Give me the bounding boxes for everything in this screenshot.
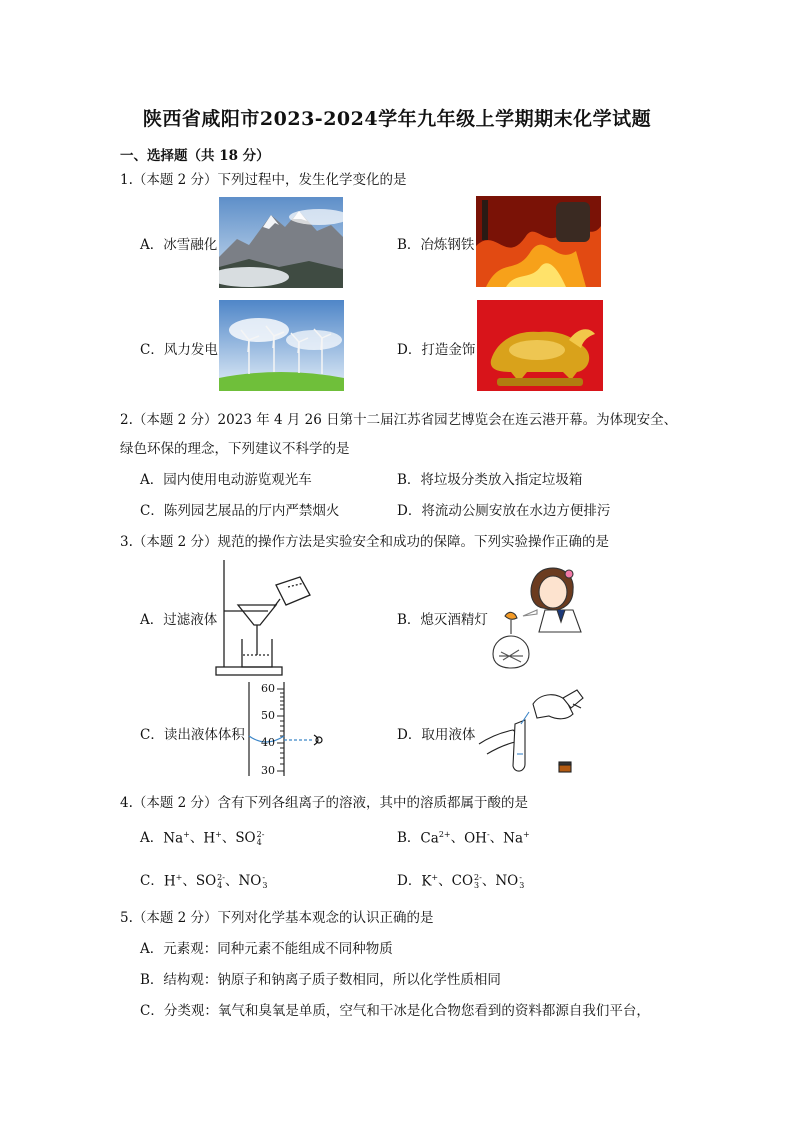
- q5-option-c: C．分类观：氧气和臭氧是单质，空气和干冰是化合物您看到的资料都源自我们平台，: [140, 1003, 650, 1019]
- gold-ornament-photo: [477, 300, 603, 391]
- q2-option-d: D．将流动公厕安放在水边方便排污: [397, 503, 611, 519]
- ion-formula: H+: [163, 872, 183, 889]
- ion-formula: Na+: [503, 829, 530, 846]
- ion-formula: $Ca^{2+}$: [420, 829, 451, 846]
- q2-option-a: A．园内使用电动游览观光车: [140, 472, 312, 488]
- cylinder-mark-40: 40: [261, 736, 275, 749]
- q4-option-a: A．Na+、H+、SO 2- 4: [140, 829, 265, 847]
- ion-formula: CO 2- 3: [451, 872, 482, 890]
- ion-separator: 、: [182, 873, 196, 889]
- q4-option-d: D．K+、CO 2- 3 、NO - 3: [397, 872, 525, 890]
- section-heading: 一、选择题（共 18 分）: [120, 148, 270, 164]
- q2-stem-line1: 2.（本题 2 分）2023 年 4 月 26 日第十二届江苏省园艺博览会在连云港开幕。为体现安全、: [120, 412, 678, 428]
- wind-turbines-photo: [219, 300, 344, 391]
- q1-option-a: A．冰雪融化: [140, 237, 218, 253]
- q5-stem: 5.（本题 2 分）下列对化学基本观念的认识正确的是: [120, 910, 434, 926]
- ion-separator: 、: [221, 830, 236, 846]
- filtration-apparatus-diagram: [214, 555, 314, 679]
- ion-formula: H+: [203, 829, 222, 846]
- q2-stem-line2: 绿色环保的理念，下列建议不科学的是: [120, 441, 350, 457]
- ion-formula: NO - 3: [238, 872, 268, 890]
- graduated-cylinder-diagram: [246, 680, 336, 780]
- q3-option-c: C．读出液体体积: [140, 727, 245, 743]
- ion-formula: SO 2- 4: [235, 829, 265, 847]
- q3-option-a: A．过滤液体: [140, 612, 218, 628]
- steel-smelting-photo: [476, 196, 601, 287]
- ion-separator: 、: [224, 873, 239, 889]
- ion-formula: Na+: [163, 829, 190, 846]
- q5-option-a: A．元素观：同种元素不能组成不同种物质: [140, 941, 393, 957]
- cylinder-mark-60: 60: [261, 682, 275, 695]
- q1-option-d: D．打造金饰: [397, 342, 476, 358]
- q1-option-c: C．风力发电: [140, 342, 218, 358]
- cylinder-mark-30: 30: [261, 764, 275, 777]
- page-title: 陕西省咸阳市2023-2024学年九年级上学期期末化学试题: [142, 108, 652, 130]
- q2-option-b: B．将垃圾分类放入指定垃圾箱: [397, 472, 583, 488]
- q3-option-d: D．取用液体: [397, 727, 476, 743]
- ion-separator: 、: [189, 830, 204, 846]
- q1-option-b: B．冶炼钢铁: [397, 237, 475, 253]
- ion-separator: 、: [481, 873, 496, 889]
- q4-option-b: B．$Ca^{2+}$、OH-、Na+: [397, 829, 530, 846]
- ion-separator: 、: [489, 830, 504, 846]
- ion-formula: SO 2- 4: [195, 872, 225, 890]
- pouring-liquid-diagram: [477, 684, 587, 778]
- q4-option-c: C．H+、SO 2- 4 、NO - 3: [140, 872, 268, 890]
- ion-separator: 、: [450, 830, 465, 846]
- ion-separator: 、: [438, 873, 452, 889]
- q2-option-c: C．陈列园艺展品的厅内严禁烟火: [140, 503, 340, 519]
- q5-option-b: B．结构观：钠原子和钠离子质子数相同，所以化学性质相同: [140, 972, 501, 988]
- ion-formula: NO - 3: [495, 872, 525, 890]
- snow-mountain-photo: [219, 197, 343, 288]
- ion-formula: OH-: [464, 829, 490, 846]
- q3-stem: 3.（本题 2 分）规范的操作方法是实验安全和成功的保障。下列实验操作正确的是: [120, 534, 610, 550]
- q3-option-b: B．熄灭酒精灯: [397, 612, 488, 628]
- ion-formula: K+: [421, 872, 439, 889]
- q1-stem: 1.（本题 2 分）下列过程中，发生化学变化的是: [120, 172, 407, 188]
- cylinder-mark-50: 50: [261, 709, 275, 722]
- blowing-out-lamp-diagram: [487, 560, 589, 672]
- q4-stem: 4.（本题 2 分）含有下列各组离子的溶液，其中的溶质都属于酸的是: [120, 795, 529, 811]
